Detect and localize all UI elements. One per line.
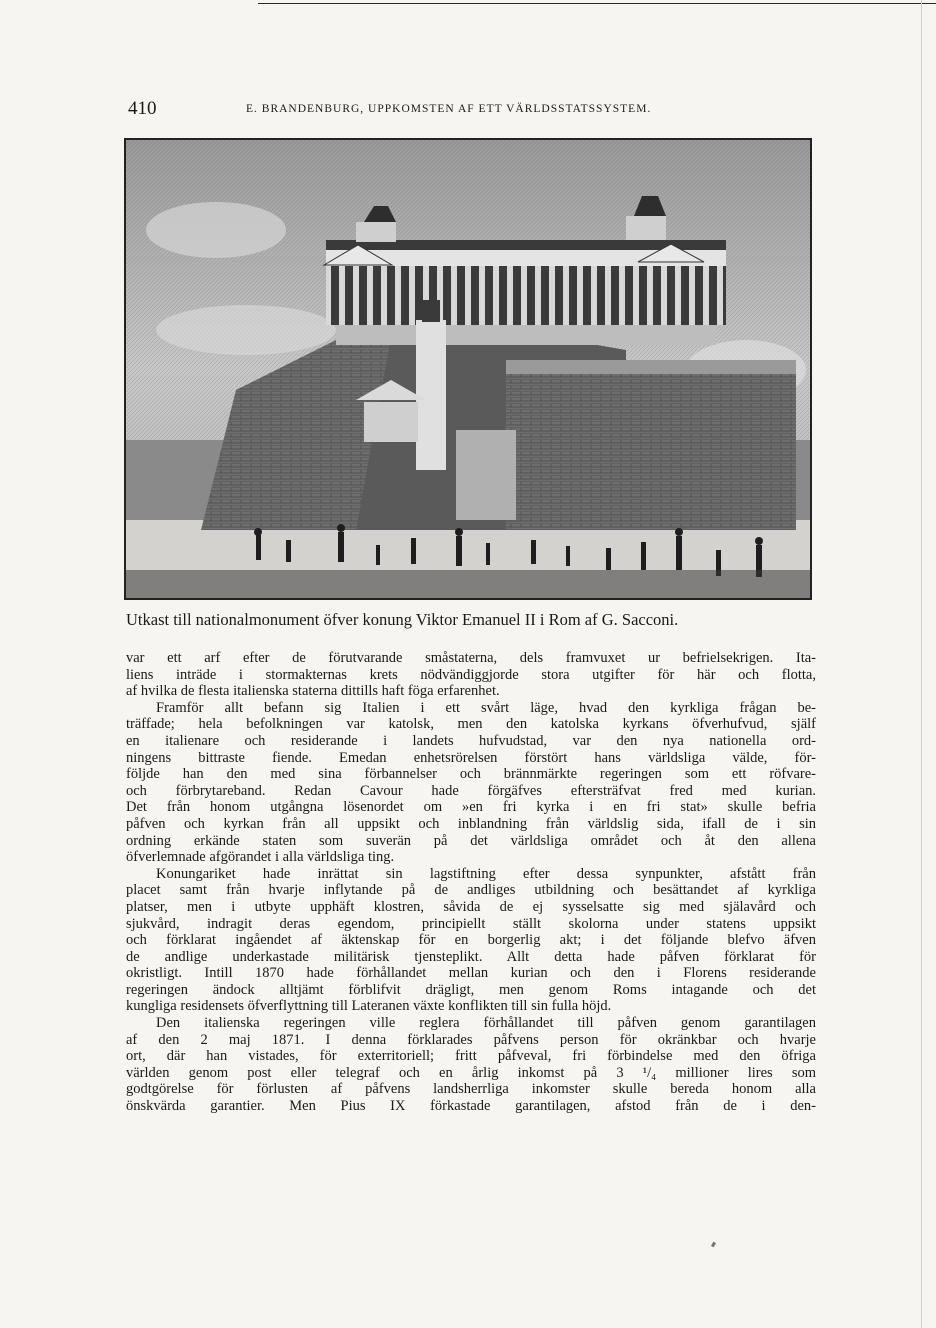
body-text — [126, 650, 816, 1115]
text-line: godtgörelse för förlusten af påfvens landsherrliga inkomster skulle bereda honom alla — [126, 1081, 816, 1098]
text-line: platser, men i utbyte upphäft klostren, såvida de ej sysselsatte sig med själavård och — [126, 898, 816, 915]
text-line: önskvärda garantier. Men Pius IX förkastade garantilagen, afstod från de i den- — [126, 1098, 816, 1115]
monument-illustration — [126, 140, 810, 598]
text-line: följde han den med sina förbannelser och brännmärkte regeringen som ett röfvare- — [126, 766, 816, 783]
text-line: liens inträde i stormakternas krets nödvändiggjorde stora utgifter för här och flotta, — [126, 666, 816, 683]
text-line: regeringen ändock alltjämt förblifvit drägligt, men genom Roms intagande och det — [126, 981, 816, 998]
text-line: Konungariket hade inrättat sin lagstiftning efter dessa synpunkter, afstått från — [156, 865, 816, 882]
text-line: träffade; hela befolkningen var katolsk, men den katolska kyrkans öfverhufvud, själf — [126, 716, 816, 733]
text-line: Den italienska regeringen ville reglera förhållandet till påfven genom garantilagen — [156, 1015, 816, 1032]
text-line: och förbrytareband. Redan Cavour hade förgäfves eftersträfvat fred med kurian. — [126, 782, 816, 799]
text-line: Det från honom utgångna lösenordet om »en fri kyrka i en fri stat» skulle befria — [126, 799, 816, 816]
page-edge-shadow — [921, 0, 922, 1328]
text-line: ordning erkände staten som suverän på det världsliga området och åt den allena — [126, 832, 816, 849]
text-line: af hvilka de flesta italienska staterna dittills haft föga erfarenhet. — [126, 683, 500, 700]
page-header — [126, 98, 816, 122]
running-head: E. BRANDENBURG, UPPKOMSTEN AF ETT VÄRLDSSTATSSYSTEM. — [246, 103, 652, 115]
text-line: öfverlemnade afgörandet i alla världsliga ting. — [126, 849, 395, 866]
figure-caption: Utkast till nationalmonument öfver konung Viktor Emanuel II i Rom af G. Sacconi. — [126, 610, 679, 629]
text-line: en italienare och residerande i landets hufvudstad, var den nya nationella ord- — [126, 732, 816, 749]
text-line: påfven och kyrkan från all uppsikt och inblandning från världslig sida, ifall de i sin — [126, 815, 816, 832]
text-line: världen genom post eller telegraf och en årlig inkomst på 3 ¹/₄ millioner lires som — [126, 1064, 816, 1081]
text-line: ort, där han vistades, för exterritoriell; fritt påfveval, fri förbindelse med den öfriga — [126, 1048, 816, 1065]
text-line: ningens bittraste fiende. Emedan enhetsrörelsen förstört hans världsliga välde, för- — [126, 749, 816, 766]
text-line: och förklarat ingåendet af äktenskap för en borgerlig akt; i det följande blefvo äfven — [126, 932, 816, 949]
text-line: sjukvård, indragit deras egendom, principiellt ställt skolorna under statens uppsikt — [126, 915, 816, 932]
text-line: kungliga residensets öfverflyttning till Lateranen växte konflikten till sin fulla höjd. — [126, 998, 612, 1015]
page-number: 410 — [128, 98, 157, 119]
text-line: Framför allt befann sig Italien i ett svårt läge, hvad den kyrkliga frågan be- — [156, 699, 816, 716]
monument-engraving — [124, 138, 812, 600]
text-line: de andlige underkastade militärisk tjensteplikt. Allt detta hade påfven förklarat för — [126, 948, 816, 965]
text-line: placet samt från hvarje inflytande på de andliges utbildning och besättandet af kyrkliga — [126, 882, 816, 899]
text-line: af den 2 maj 1871. I denna förklarades påfvens person för okränkbar och hvarje — [126, 1031, 816, 1048]
pencil-mark — [711, 1242, 716, 1248]
text-line: okristligt. Intill 1870 hade förhållandet mellan kurian och den i Florens residerande — [126, 965, 816, 982]
page-edge-line — [258, 3, 936, 4]
text-line: var ett arf efter de förutvarande småstaterna, dels framvuxet ur befrielsekrigen. Ita- — [126, 650, 816, 666]
